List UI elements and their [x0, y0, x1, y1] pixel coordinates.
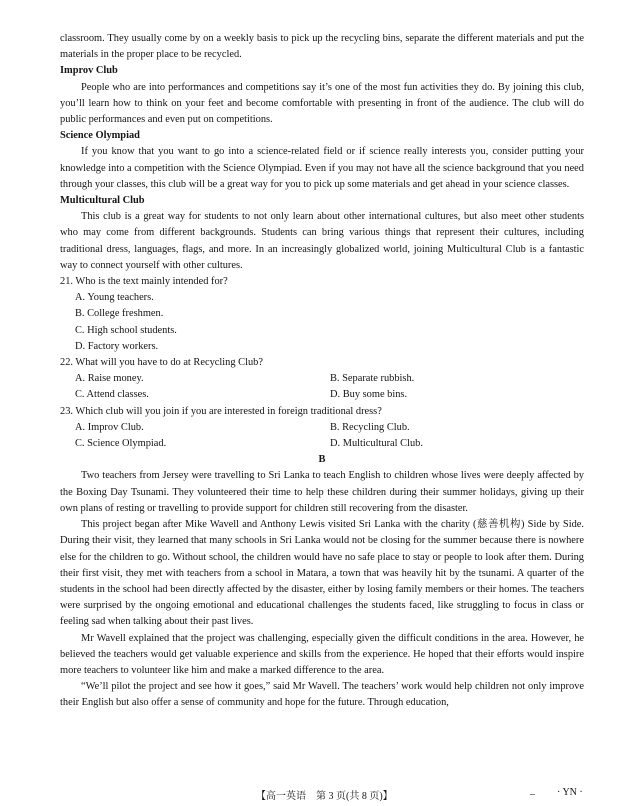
section-b-paragraph-1: Two teachers from Jersey were travelling to Sri Lanka to teach English to children whose lives were deeply affected by the Boxing Day Tsunami. They volunteered their time to help these children during their summer holidays, giving up their own plans of resting or travelling to provide support for children still recovering from the disaster. [60, 470, 584, 514]
heading-multicultural-club: Multicultural Club [60, 195, 145, 207]
question-21-option-b: B. College freshmen. [75, 308, 164, 320]
question-23-option-b: B. Recycling Club. [330, 421, 410, 433]
question-23-options-row-2 [75, 436, 584, 452]
section-b-paragraph-3: Mr Wavell explained that the project was challenging, especially given the difficult conditions in the area. However, he believed the teachers would get valuable experience and skills from the experience. He hoped that their efforts would inspire more teachers to volunteer like him and make a marked difference to the area. [60, 632, 584, 676]
paragraph-multicultural-club: This club is a great way for students to not only learn about other international cultures, but also meet other students who may come from different backgrounds. Students can bring various things that represent their cultures, including traditional dress, languages, flags, and more. In an increasingly globalized world, joining Multicultural Club is a fantastic way to connect yourself with other cultures. [60, 211, 584, 271]
question-23-stem: 23. Which club will you join if you are interested in foreign traditional dress? [60, 405, 382, 417]
page-footer [0, 787, 641, 803]
section-b-paragraph-2: This project began after Mike Wavell and Anthony Lewis visited Sri Lanka with the charity (慈善机构) Side by Side. During their visit, they learned that many schools in Sri Lanka would not be closing for the summer because there is nowhere else for the children to go. Without school, the children would have no safe place to stay or people to look after them. During their first visit, they met with teachers from a school in Matara, a town that was heavily hit by the tsunami. A quarter of the students in the school had been directly affected by the disaster, either by losing family members or their homes. The teachers were surprised by the ongoing emotional and educational challenges the students faced, like struggling to focus in class or feeling sad when talking about their past lives. [60, 519, 584, 628]
question-22-option-b: B. Separate rubbish. [330, 373, 415, 385]
question-21-option-c: C. High school students. [75, 324, 177, 336]
question-21-option-d: D. Factory workers. [75, 340, 159, 352]
question-21-stem: 21. Who is the text mainly intended for? [60, 276, 228, 288]
page-body [60, 31, 584, 712]
footer-page-info: 【高一英语 第 3 页(共 8 页)】 [256, 791, 393, 802]
question-22-option-c: C. Attend classes. [75, 389, 149, 401]
question-22-option-a: A. Raise money. [75, 373, 144, 385]
question-23-options-row-1 [75, 420, 584, 436]
footer-dash: _ [530, 785, 535, 796]
question-23-option-c: C. Science Olympiad. [75, 438, 167, 450]
question-21-option-a: A. Young teachers. [75, 292, 154, 304]
paragraph-science-olympiad: If you know that you want to go into a science-related field or if science really interests you, consider putting your knowledge into a competition with the Science Olympiad. Even if you may not have all the science background that you need through your classes, this club will be a great way for you to pick up some materials and get ahead in your science classes. [60, 146, 584, 190]
footer-tag: · YN · [557, 787, 583, 798]
paragraph-recycling-end: classroom. They usually come by on a weekly basis to pick up the recycling bins, separate the different materials and put the materials in the proper place to be recycled. [60, 33, 584, 61]
question-22-option-d: D. Buy some bins. [330, 389, 408, 401]
question-23-option-d: D. Multicultural Club. [330, 438, 423, 450]
paragraph-improv-club: People who are into performances and competitions say it’s one of the most fun activities they do. By joining this club, you’ll learn how to think on your feet and become comfortable with presenting in front of the audience. The club will do public performances and even put on competitions. [60, 81, 584, 126]
section-b-paragraph-4: “We’ll pilot the project and see how it goes,” said Mr Wavell. The teachers’ work would help children not only improve their English but also offer a sense of community and hope for the future. Through education, [60, 681, 584, 709]
question-22-stem: 22. What will you have to do at Recycling Club? [60, 357, 263, 369]
heading-improv-club: Improv Club [60, 65, 118, 77]
heading-science-olympiad: Science Olympiad [60, 130, 140, 142]
section-b-heading: B [318, 454, 326, 466]
question-22-options-row-1 [75, 371, 584, 387]
question-23-option-a: A. Improv Club. [75, 421, 144, 433]
question-22-options-row-2 [75, 387, 584, 403]
